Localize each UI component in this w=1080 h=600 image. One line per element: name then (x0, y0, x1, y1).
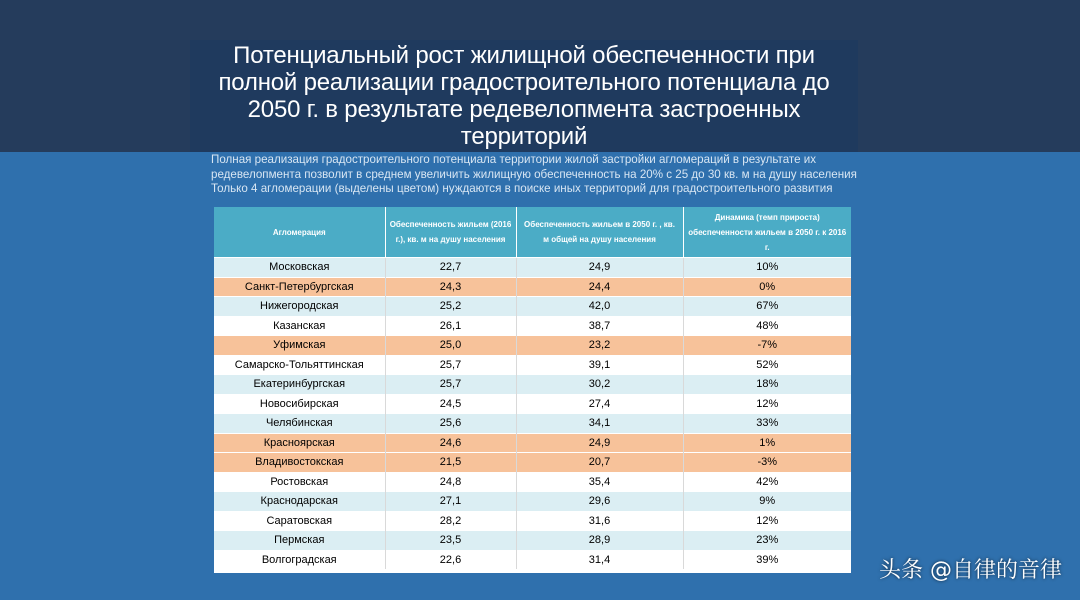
column-header-agglomeration: Агломерация (214, 207, 385, 258)
cell-2050: 39,1 (516, 355, 683, 375)
cell-growth: 1% (683, 433, 851, 453)
cell-growth: 23% (683, 531, 851, 551)
cell-2050: 28,9 (516, 531, 683, 551)
cell-2050: 34,1 (516, 414, 683, 434)
table-row (214, 375, 851, 395)
column-header-2050: Обеспеченность жильем в 2050 г. , кв. м общей на душу населения (516, 207, 683, 258)
cell-2016: 25,2 (385, 297, 516, 317)
cell-2016: 25,6 (385, 414, 516, 434)
column-header-growth: Динамика (темп прироста) обеспеченности жильем в 2050 г. к 2016 г. (683, 207, 851, 258)
title-line: полной реализации градостроительного потенциала до (218, 69, 830, 96)
column-header-2016: Обеспеченность жильем (2016 г.), кв. м на душу населения (385, 207, 516, 258)
table-row (214, 297, 851, 317)
table-row (214, 316, 851, 336)
cell-2050: 20,7 (516, 453, 683, 473)
cell-2016: 23,5 (385, 531, 516, 551)
cell-agglomeration: Саратовская (214, 511, 385, 531)
title-line: 2050 г. в результате редевелопмента застроенных (247, 96, 801, 123)
cell-agglomeration: Волгоградская (214, 550, 385, 569)
cell-2016: 25,7 (385, 375, 516, 395)
cell-2016: 27,1 (385, 492, 516, 512)
cell-2016: 24,6 (385, 433, 516, 453)
table-row (214, 394, 851, 414)
cell-2050: 35,4 (516, 472, 683, 492)
cell-growth: 0% (683, 277, 851, 297)
cell-agglomeration: Нижегородская (214, 297, 385, 317)
intro-text (211, 153, 911, 197)
cell-growth: 12% (683, 394, 851, 414)
table-row (214, 550, 851, 569)
title-line: Потенциальный рост жилищной обеспеченности при (233, 42, 815, 69)
cell-2050: 31,4 (516, 550, 683, 569)
housing-table (214, 207, 851, 569)
table-row (214, 472, 851, 492)
intro-line: Полная реализация градостроительного потенциала территории жилой застройки агломераций в результате их (211, 153, 817, 166)
cell-agglomeration: Красноярская (214, 433, 385, 453)
cell-agglomeration: Санкт-Петербургская (214, 277, 385, 297)
cell-2016: 25,0 (385, 336, 516, 356)
slide-title (190, 40, 858, 150)
cell-2016: 28,2 (385, 511, 516, 531)
table-row (214, 531, 851, 551)
cell-growth: 9% (683, 492, 851, 512)
cell-2016: 22,6 (385, 550, 516, 569)
cell-agglomeration: Московская (214, 258, 385, 278)
cell-agglomeration: Уфимская (214, 336, 385, 356)
table-row (214, 258, 851, 278)
cell-agglomeration: Владивостокская (214, 453, 385, 473)
cell-agglomeration: Казанская (214, 316, 385, 336)
cell-growth: 10% (683, 258, 851, 278)
cell-agglomeration: Пермская (214, 531, 385, 551)
intro-line: Только 4 агломерации (выделены цветом) нуждаются в поиске иных территорий для градостроительного развития (211, 182, 833, 195)
table-row (214, 492, 851, 512)
table-row (214, 433, 851, 453)
table-header-row (214, 207, 851, 258)
table-row (214, 277, 851, 297)
table-row (214, 511, 851, 531)
cell-2050: 27,4 (516, 394, 683, 414)
table-row (214, 336, 851, 356)
cell-2016: 24,3 (385, 277, 516, 297)
cell-growth: 48% (683, 316, 851, 336)
watermark: 头条 @自律的音律 (879, 558, 1062, 583)
cell-2050: 31,6 (516, 511, 683, 531)
cell-growth: 18% (683, 375, 851, 395)
cell-growth: 39% (683, 550, 851, 569)
cell-agglomeration: Ростовская (214, 472, 385, 492)
cell-2016: 26,1 (385, 316, 516, 336)
cell-2016: 24,8 (385, 472, 516, 492)
cell-agglomeration: Новосибирская (214, 394, 385, 414)
cell-2050: 30,2 (516, 375, 683, 395)
cell-2050: 24,4 (516, 277, 683, 297)
cell-2050: 42,0 (516, 297, 683, 317)
cell-agglomeration: Самарско-Тольяттинская (214, 355, 385, 375)
title-line: территорий (460, 123, 588, 150)
title-box (190, 40, 858, 152)
cell-growth: 12% (683, 511, 851, 531)
cell-growth: 52% (683, 355, 851, 375)
cell-agglomeration: Челябинская (214, 414, 385, 434)
cell-2016: 24,5 (385, 394, 516, 414)
table-row (214, 355, 851, 375)
cell-2016: 21,5 (385, 453, 516, 473)
data-table-container (214, 207, 851, 573)
cell-2050: 38,7 (516, 316, 683, 336)
cell-2050: 24,9 (516, 433, 683, 453)
cell-2050: 23,2 (516, 336, 683, 356)
cell-2016: 25,7 (385, 355, 516, 375)
cell-growth: -7% (683, 336, 851, 356)
table-body (214, 258, 851, 570)
cell-growth: 42% (683, 472, 851, 492)
table-row (214, 414, 851, 434)
cell-2016: 22,7 (385, 258, 516, 278)
cell-2050: 29,6 (516, 492, 683, 512)
intro-line: редевелопмента позволит в среднем увеличить жилищную обеспеченность на 20% с 25 до 30 кв. м на душу населения (211, 167, 857, 181)
cell-growth: 67% (683, 297, 851, 317)
cell-2050: 24,9 (516, 258, 683, 278)
cell-agglomeration: Екатеринбургская (214, 375, 385, 395)
table-row (214, 453, 851, 473)
cell-growth: -3% (683, 453, 851, 473)
cell-growth: 33% (683, 414, 851, 434)
cell-agglomeration: Краснодарская (214, 492, 385, 512)
